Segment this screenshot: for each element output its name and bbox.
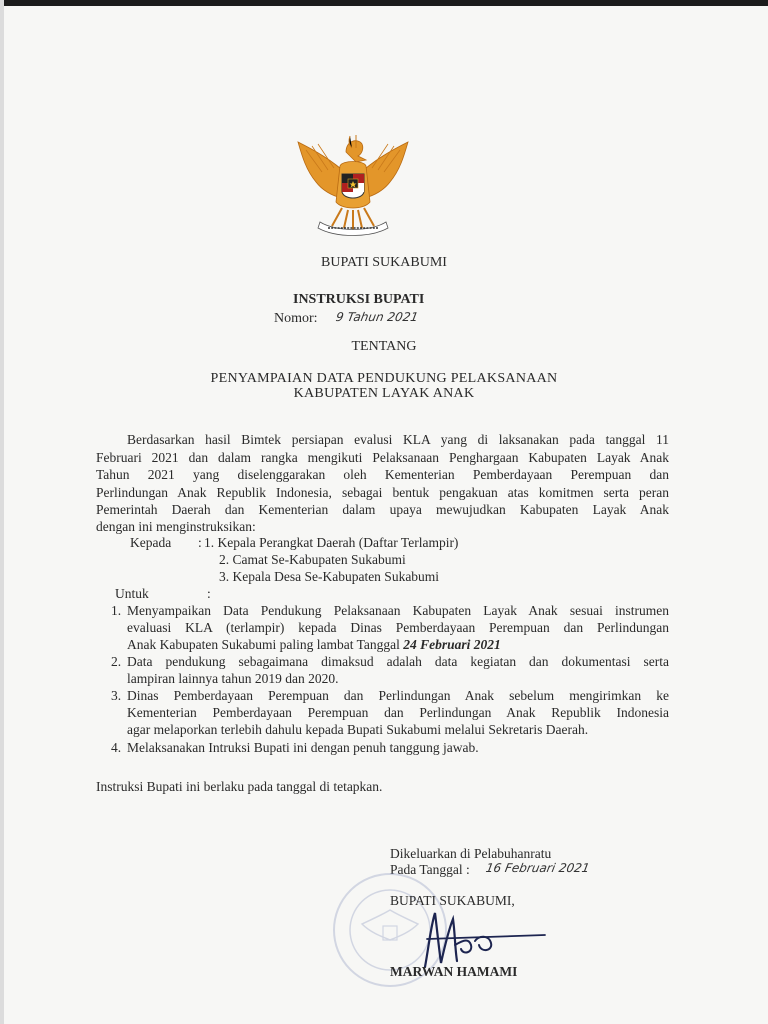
kepada-label: Kepada [130,535,172,550]
paragraph-line: Februari 2021 dan dalam rangka mengikuti Pelaksanaan Penghargaan Kabupaten Layak Anak [96,450,669,465]
untuk-label: Untuk [115,586,149,601]
instruction-line: Dinas Pemberdayaan Perempuan dan Perlindungan Anak sebelum mengirimkan ke [127,688,669,703]
instruction-line [127,637,669,655]
instruction-line: agar melaporkan terlebih dahulu kepada Bupati Sukabumi melalui Sekretaris Daerah. [127,722,589,737]
recipient-item: 3. Kepala Desa Se-Kabupaten Sukabumi [219,569,440,584]
recipient-item: 2. Camat Se-Kabupaten Sukabumi [219,552,406,567]
paragraph-line: Berdasarkan hasil Bimtek persiapan evalusi KLA yang di laksanakan pada tanggal 11 [127,432,669,447]
nomor-label: Nomor: [274,311,318,326]
recipient-item: 1. Kepala Perangkat Daerah (Daftar Terlampir) [204,535,459,550]
signatory-title: BUPATI SUKABUMI, [390,893,515,908]
garuda-emblem-icon [292,130,414,240]
instruction-number: 3. [111,688,122,703]
date-handwritten: 16 Februari 2021 [484,861,591,875]
scan-edge [0,0,768,6]
paragraph-line: Tahun 2021 yang diselenggarakan oleh Kementerian Pemberdayaan Perempuan dan [96,467,669,482]
untuk-colon: : [207,586,211,601]
issuer-title: BUPATI SUKABUMI [321,255,447,270]
paragraph-line: Perlindungan Anak Republik Indonesia, sebagai bentuk pengakuan atas komitmen serta peran [96,485,669,500]
issued-place: Dikeluarkan di Pelabuhanratu [390,846,552,861]
signatory-name: MARWAN HAMAMI [390,964,518,979]
instruction-number: 1. [111,603,122,618]
kepada-colon: : [198,535,202,550]
instruction-line: Melaksanakan Intruksi Bupati ini dengan penuh tanggung jawab. [127,740,479,755]
closing-statement: Instruksi Bupati ini berlaku pada tanggal di tetapkan. [96,779,383,794]
document-type: INSTRUKSI BUPATI [293,292,425,307]
tentang-heading: TENTANG [351,339,417,354]
subject-line-2: KABUPATEN LAYAK ANAK [293,386,475,401]
scan-edge-left [0,0,4,1024]
instruction-line: evaluasi KLA (terlampir) kepada Dinas Pemberdayaan Perempuan dan Perlindungan [127,620,669,635]
instruction-line: Kementerian Pemberdayaan Perempuan dan Perlindungan Anak Republik Indonesia [127,705,669,720]
deadline-date: 24 Februari 2021 [403,637,501,652]
subject-line-1: PENYAMPAIAN DATA PENDUKUNG PELAKSANAAN [210,371,558,386]
instruction-number: 2. [111,654,122,669]
instruction-text: Anak Kabupaten Sukabumi paling lambat Tanggal [127,637,404,652]
instruction-line: Data pendukung sebagaimana dimaksud adalah data kegiatan dan dokumentasi serta [127,654,669,669]
instruction-line: lampiran lainnya tahun 2019 dan 2020. [127,671,339,686]
date-label: Pada Tanggal : [390,862,470,877]
nomor-handwritten: 9 Tahun 2021 [334,310,420,324]
instruction-number: 4. [111,740,122,755]
instruction-line: Menyampaikan Data Pendukung Pelaksanaan Kabupaten Layak Anak sesuai instrumen [127,603,669,618]
paragraph-line: Pemerintah Daerah dan Kementerian dalam upaya mewujudkan Kabupaten Layak Anak [96,502,669,517]
paragraph-line: dengan ini menginstruksikan: [96,519,256,534]
